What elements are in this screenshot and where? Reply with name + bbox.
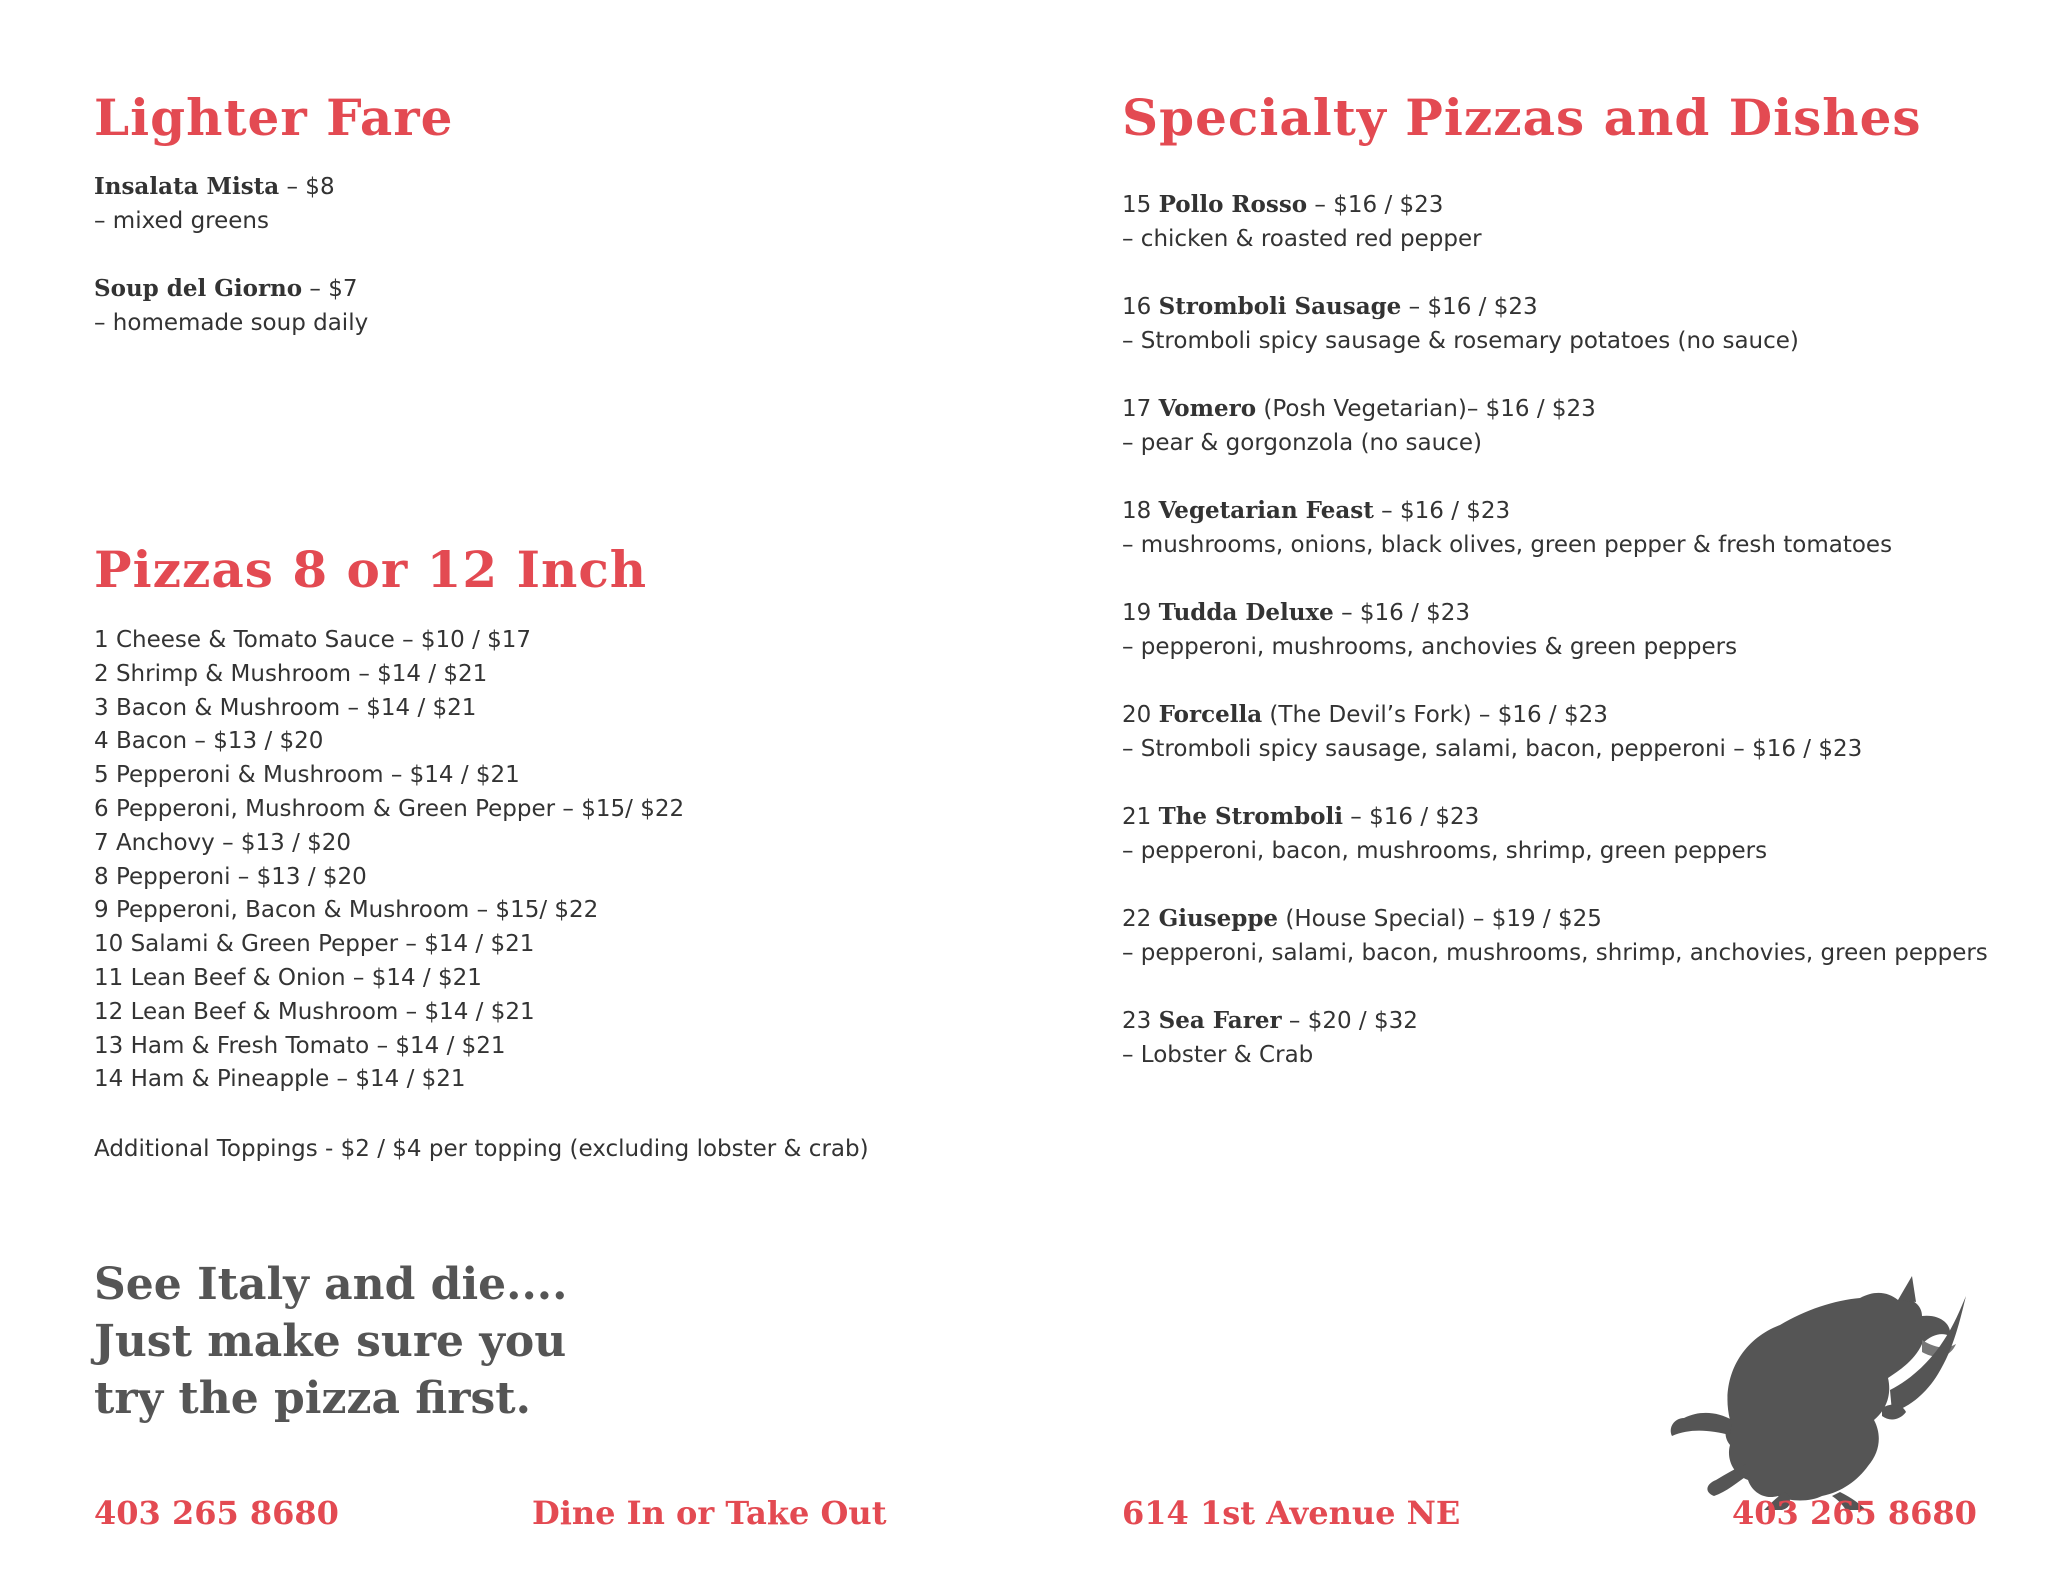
pizza-item: 13 Ham & Fresh Tomato – $14 / $21 — [94, 1032, 506, 1059]
menu-item — [1122, 800, 1988, 868]
menu-item — [94, 170, 368, 238]
pizza-item: 1 Cheese & Tomato Sauce – $10 / $17 — [94, 627, 532, 653]
tagline — [94, 1256, 567, 1427]
item-description: – mixed greens — [94, 208, 269, 234]
menu-item — [94, 272, 368, 340]
menu-item — [1122, 188, 1988, 256]
item-description: – pepperoni, mushrooms, anchovies & green peppers — [1122, 634, 1738, 660]
lighter-fare-list — [94, 170, 368, 374]
pizza-item: 12 Lean Beef & Mushroom – $14 / $21 — [94, 998, 535, 1025]
pizza-item: 11 Lean Beef & Onion – $14 / $21 — [94, 964, 482, 991]
item-description: – Lobster & Crab — [1122, 1042, 1314, 1068]
item-name: Tudda Deluxe — [1158, 599, 1334, 626]
item-number: 19 — [1122, 600, 1159, 626]
item-number: 21 — [1122, 804, 1159, 830]
item-description: – pepperoni, salami, bacon, mushrooms, shrimp, anchovies, green peppers — [1122, 940, 1988, 966]
item-price: – $20 / $32 — [1281, 1008, 1418, 1034]
item-number: 20 — [1122, 702, 1159, 728]
item-price: – $8 — [279, 174, 335, 200]
pizza-list — [94, 624, 684, 1097]
menu-item — [1122, 902, 1988, 970]
additional-toppings-note: Additional Toppings - $2 / $4 per topping (excluding lobster & crab) — [94, 1136, 869, 1162]
pizzas-heading: Pizzas 8 or 12 Inch — [94, 540, 648, 599]
item-name: Soup del Giorno — [94, 275, 303, 302]
item-description: – pear & gorgonzola (no sauce) — [1122, 430, 1482, 456]
pizza-item: 8 Pepperoni – $13 / $20 — [94, 863, 367, 890]
boar-warrior-icon — [1660, 1270, 1970, 1510]
item-name: Vegetarian Feast — [1158, 497, 1374, 524]
lighter-fare-heading: Lighter Fare — [94, 88, 454, 147]
item-name: Vomero — [1158, 395, 1257, 422]
item-number: 17 — [1122, 396, 1159, 422]
pizza-item: 10 Salami & Green Pepper – $14 / $21 — [94, 931, 535, 958]
item-price: (Posh Vegetarian)– $16 / $23 — [1256, 396, 1596, 422]
item-number: 15 — [1122, 192, 1159, 218]
item-price: (House Special) – $19 / $25 — [1278, 906, 1602, 932]
address: 614 1st Avenue NE — [1122, 1494, 1461, 1532]
item-description: – mushrooms, onions, black olives, green pepper & fresh tomatoes — [1122, 532, 1893, 558]
item-number: 16 — [1122, 294, 1159, 320]
item-price: – $7 — [302, 276, 358, 302]
pizza-item: 7 Anchovy – $13 / $20 — [94, 829, 352, 856]
item-name: The Stromboli — [1158, 803, 1343, 830]
item-name: Giuseppe — [1158, 905, 1279, 932]
menu-item — [1122, 1004, 1988, 1072]
item-description: – chicken & roasted red pepper — [1122, 226, 1482, 252]
item-price: – $16 / $23 — [1307, 192, 1444, 218]
pizza-item: 6 Pepperoni, Mushroom & Green Pepper – $15/ $22 — [94, 795, 685, 822]
item-price: – $16 / $23 — [1373, 498, 1511, 524]
menu-item — [1122, 494, 1988, 562]
pizza-item: 4 Bacon – $13 / $20 — [94, 728, 324, 755]
tagline-line: See Italy and die.... — [94, 1259, 568, 1310]
item-description: – Stromboli spicy sausage, salami, bacon, pepperoni – $16 / $23 — [1122, 736, 1863, 762]
specialty-list — [1122, 188, 1988, 1106]
pizza-item: 9 Pepperoni, Bacon & Mushroom – $15/ $22 — [94, 897, 599, 924]
item-description: – pepperoni, bacon, mushrooms, shrimp, green peppers — [1122, 838, 1768, 864]
item-name: Stromboli Sausage — [1158, 293, 1402, 320]
menu-item — [1122, 290, 1988, 358]
item-number: 23 — [1122, 1008, 1159, 1034]
item-price: – $16 / $23 — [1333, 600, 1471, 626]
item-price: – $16 / $23 — [1401, 294, 1538, 320]
pizza-item: 3 Bacon & Mushroom – $14 / $21 — [94, 694, 477, 721]
tagline-line: try the pizza first. — [94, 1373, 531, 1424]
item-description: – Stromboli spicy sausage & rosemary potatoes (no sauce) — [1122, 328, 1799, 354]
item-name: Sea Farer — [1158, 1007, 1282, 1034]
pizza-item: 2 Shrimp & Mushroom – $14 / $21 — [94, 660, 488, 687]
pizza-item: 14 Ham & Pineapple – $14 / $21 — [94, 1066, 466, 1093]
item-price: – $16 / $23 — [1342, 804, 1480, 830]
item-price: (The Devil’s Fork) – $16 / $23 — [1262, 702, 1608, 728]
item-name: Forcella — [1158, 701, 1263, 728]
item-number: 22 — [1122, 906, 1159, 932]
dine-in-take-out: Dine In or Take Out — [532, 1494, 887, 1532]
item-description: – homemade soup daily — [94, 310, 369, 336]
item-name: Insalata Mista — [94, 173, 280, 200]
pizza-item: 5 Pepperoni & Mushroom – $14 / $21 — [94, 762, 520, 789]
specialty-heading: Specialty Pizzas and Dishes — [1122, 88, 1922, 147]
menu-item — [1122, 392, 1988, 460]
menu-item — [1122, 698, 1988, 766]
tagline-line: Just make sure you — [94, 1316, 567, 1367]
item-number: 18 — [1122, 498, 1159, 524]
item-name: Pollo Rosso — [1158, 191, 1308, 218]
phone-number-right: 403 265 8680 — [1732, 1494, 1977, 1532]
phone-number-left: 403 265 8680 — [94, 1494, 339, 1532]
menu-item — [1122, 596, 1988, 664]
